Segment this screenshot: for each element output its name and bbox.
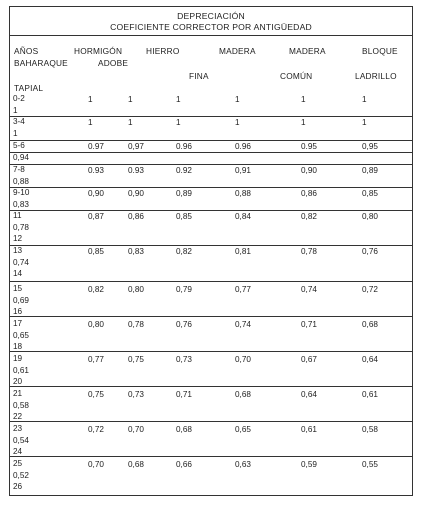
value-cell: 0,70 <box>128 425 144 434</box>
year-label: 3-4 1 <box>13 117 25 138</box>
header-tapial: TAPIAL <box>14 83 44 93</box>
year-label: 5-6 0,94 <box>13 141 29 162</box>
row-divider <box>9 421 413 422</box>
title-box <box>9 6 413 36</box>
value-cell: 1 <box>362 95 367 104</box>
value-cell: 0,70 <box>235 355 251 364</box>
row-divider <box>9 152 413 153</box>
value-cell: 0,88 <box>235 189 251 198</box>
value-cell: 0,80 <box>88 320 104 329</box>
value-cell: 0,90 <box>88 189 104 198</box>
value-cell: 0,86 <box>301 189 317 198</box>
value-cell: 1 <box>362 118 367 127</box>
row-divider <box>9 210 413 211</box>
year-label: 9-10 0,83 <box>13 188 30 209</box>
year-label: 21 0,58 22 <box>13 389 29 421</box>
value-cell: 0,87 <box>88 212 104 221</box>
value-cell: 0,72 <box>88 425 104 434</box>
value-cell: 1 <box>235 118 240 127</box>
value-cell: 0,79 <box>176 285 192 294</box>
year-label: 15 0,69 16 <box>13 284 29 316</box>
year-label: 25 0,52 26 <box>13 459 29 491</box>
row-divider <box>9 164 413 165</box>
value-cell: 0,70 <box>88 460 104 469</box>
value-cell: 0.92 <box>176 166 192 175</box>
value-cell: 0,73 <box>176 355 192 364</box>
value-cell: 1 <box>88 95 93 104</box>
row-divider <box>9 187 413 188</box>
value-cell: 0,72 <box>362 285 378 294</box>
value-cell: 0,85 <box>176 212 192 221</box>
year-label: 13 0,74 14 <box>13 246 29 278</box>
value-cell: 0,82 <box>176 247 192 256</box>
value-cell: 0,67 <box>301 355 317 364</box>
value-cell: 0,85 <box>362 189 378 198</box>
value-cell: 0,86 <box>128 212 144 221</box>
value-cell: 0,58 <box>362 425 378 434</box>
row-divider <box>9 116 413 117</box>
header-anos: AÑOS <box>14 46 39 56</box>
year-label: 11 0,78 12 <box>13 211 29 243</box>
title-line-1: DEPRECIACIÓN <box>177 11 245 21</box>
value-cell: 0,83 <box>128 247 144 256</box>
value-cell: 0,74 <box>235 320 251 329</box>
value-cell: 0.97 <box>88 142 104 151</box>
value-cell: 0,81 <box>235 247 251 256</box>
value-cell: 0,82 <box>301 212 317 221</box>
value-cell: 0,68 <box>128 460 144 469</box>
value-cell: 0,75 <box>128 355 144 364</box>
value-cell: 0,64 <box>362 355 378 364</box>
value-cell: 1 <box>176 95 181 104</box>
header-hormigon: HORMIGÓN <box>74 46 123 56</box>
header-madera-fina: MADERA <box>219 46 256 56</box>
value-cell: 0,85 <box>88 247 104 256</box>
value-cell: 0,68 <box>362 320 378 329</box>
value-cell: 0,64 <box>301 390 317 399</box>
table-frame <box>9 36 413 496</box>
value-cell: 1 <box>176 118 181 127</box>
header-bloque: BLOQUE <box>362 46 398 56</box>
row-divider <box>9 386 413 387</box>
value-cell: 0,77 <box>88 355 104 364</box>
header-adobe: ADOBE <box>98 58 129 68</box>
value-cell: 0,63 <box>235 460 251 469</box>
value-cell: 0.96 <box>235 142 251 151</box>
year-label: 17 0,65 18 <box>13 319 29 351</box>
value-cell: 0,65 <box>235 425 251 434</box>
value-cell: 1 <box>128 95 133 104</box>
row-divider <box>9 351 413 352</box>
year-label: 7-8 0,88 <box>13 165 29 186</box>
row-divider <box>9 456 413 457</box>
value-cell: 1 <box>128 118 133 127</box>
value-cell: 0,90 <box>128 189 144 198</box>
row-divider <box>9 316 413 317</box>
value-cell: 0,89 <box>362 166 378 175</box>
value-cell: 0.93 <box>88 166 104 175</box>
value-cell: 1 <box>301 95 306 104</box>
value-cell: 0,84 <box>235 212 251 221</box>
value-cell: 0,61 <box>301 425 317 434</box>
value-cell: 0,71 <box>301 320 317 329</box>
value-cell: 0,66 <box>176 460 192 469</box>
value-cell: 0,90 <box>301 166 317 175</box>
value-cell: 0,97 <box>128 142 144 151</box>
value-cell: 0,76 <box>362 247 378 256</box>
value-cell: 0,80 <box>362 212 378 221</box>
row-divider <box>9 140 413 141</box>
row-divider <box>9 245 413 246</box>
title-line-2: COEFICIENTE CORRECTOR POR ANTIGÜEDAD <box>110 22 312 32</box>
value-cell: 0,73 <box>128 390 144 399</box>
header-hierro: HIERRO <box>146 46 180 56</box>
value-cell: 0,68 <box>176 425 192 434</box>
value-cell: 0.95 <box>301 142 317 151</box>
header-madera-comun: MADERA <box>289 46 326 56</box>
header-fina: FINA <box>189 71 209 81</box>
value-cell: 0,75 <box>88 390 104 399</box>
year-label: 0-2 1 <box>13 94 25 115</box>
header-bahareque: BAHARAQUE <box>14 58 68 68</box>
year-label: 23 0,54 24 <box>13 424 29 456</box>
value-cell: 0,95 <box>362 142 378 151</box>
value-cell: 0,89 <box>176 189 192 198</box>
value-cell: 0,78 <box>301 247 317 256</box>
year-label: 19 0,61 20 <box>13 354 29 386</box>
value-cell: 0,74 <box>301 285 317 294</box>
header-ladrillo: LADRILLO <box>355 71 397 81</box>
value-cell: 0,78 <box>128 320 144 329</box>
value-cell: 0.96 <box>176 142 192 151</box>
value-cell: 0,59 <box>301 460 317 469</box>
row-divider <box>9 281 413 282</box>
value-cell: 0,55 <box>362 460 378 469</box>
value-cell: 0,77 <box>235 285 251 294</box>
value-cell: 0,80 <box>128 285 144 294</box>
value-cell: 0,76 <box>176 320 192 329</box>
value-cell: 0,61 <box>362 390 378 399</box>
value-cell: 0.93 <box>128 166 144 175</box>
value-cell: 1 <box>235 95 240 104</box>
value-cell: 1 <box>88 118 93 127</box>
value-cell: 0,68 <box>235 390 251 399</box>
value-cell: 0,82 <box>88 285 104 294</box>
header-comun: COMÚN <box>280 71 313 81</box>
value-cell: 1 <box>301 118 306 127</box>
value-cell: 0,91 <box>235 166 251 175</box>
value-cell: 0,71 <box>176 390 192 399</box>
